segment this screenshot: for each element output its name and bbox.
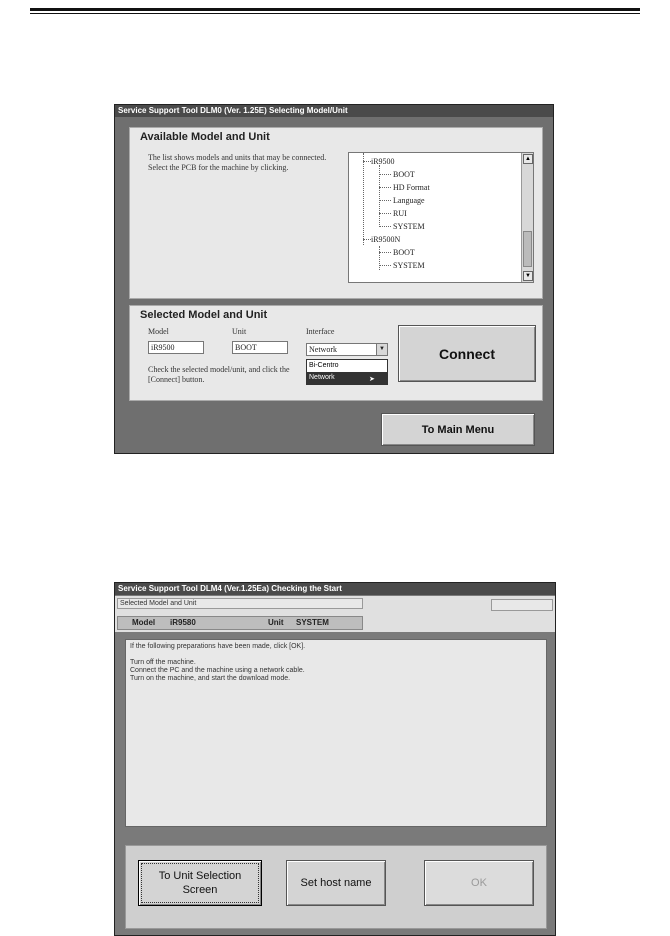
interface-dropdown-list bbox=[306, 359, 388, 385]
message-line: Turn off the machine. bbox=[130, 659, 196, 666]
message-line: Connect the PC and the machine using a network cable. bbox=[130, 667, 305, 674]
select-model-window bbox=[114, 104, 554, 454]
set-host-name-button[interactable]: Set host name bbox=[286, 860, 386, 906]
tree-node-unit[interactable]: Language bbox=[379, 196, 425, 205]
model-label: Model bbox=[132, 618, 156, 627]
model-field[interactable]: iR9500 bbox=[148, 341, 204, 354]
model-value: iR9580 bbox=[170, 618, 196, 627]
tree-node-model[interactable]: iR9500N bbox=[363, 235, 400, 244]
tree-node-unit[interactable]: HD Format bbox=[379, 183, 430, 192]
scroll-thumb[interactable] bbox=[523, 231, 532, 267]
instructions-box bbox=[125, 639, 547, 827]
interface-option-network[interactable]: Network ➤ bbox=[307, 372, 387, 384]
selected-heading: Selected Model and Unit bbox=[140, 309, 268, 321]
button-panel bbox=[125, 845, 547, 929]
model-label: Model bbox=[148, 327, 169, 336]
scroll-up-icon[interactable]: ▲ bbox=[523, 154, 533, 164]
status-indicator bbox=[491, 599, 553, 611]
unit-value: SYSTEM bbox=[296, 618, 329, 627]
model-unit-tree[interactable] bbox=[348, 152, 534, 283]
tree-node-unit[interactable]: BOOT bbox=[379, 170, 415, 179]
available-model-panel bbox=[129, 127, 543, 299]
unit-label: Unit bbox=[232, 327, 247, 336]
unit-field[interactable]: BOOT bbox=[232, 341, 288, 354]
to-unit-selection-button[interactable]: To Unit Selection Screen bbox=[138, 860, 262, 906]
available-heading: Available Model and Unit bbox=[140, 131, 270, 143]
available-description: The list shows models and units that may be connected. Select the PCB for the machine by clicking. bbox=[148, 153, 327, 172]
checking-start-window bbox=[114, 582, 556, 936]
tree-node-unit[interactable]: RUI bbox=[379, 209, 407, 218]
window-title: Service Support Tool DLM0 (Ver. 1.25E) Selecting Model/Unit bbox=[115, 105, 553, 117]
to-main-menu-button[interactable]: To Main Menu bbox=[381, 413, 535, 446]
chevron-down-icon[interactable]: ▼ bbox=[376, 344, 387, 355]
page-rule-thick bbox=[30, 8, 640, 11]
window-title: Service Support Tool DLM4 (Ver.1.25Ea) Checking the Start bbox=[115, 583, 555, 595]
selected-model-panel bbox=[129, 305, 543, 401]
message-line bbox=[130, 651, 542, 659]
tree-scrollbar[interactable] bbox=[521, 153, 533, 282]
interface-option-bicentro[interactable]: Bi-Centro bbox=[309, 362, 339, 369]
connect-button[interactable]: Connect bbox=[398, 325, 536, 382]
interface-select[interactable]: Network ▼ bbox=[306, 343, 388, 356]
selected-info-strip bbox=[115, 596, 555, 632]
selected-model-label: Selected Model and Unit bbox=[117, 598, 363, 609]
tree-node-unit[interactable]: SYSTEM bbox=[379, 222, 425, 231]
unit-label: Unit bbox=[268, 618, 284, 627]
page-rule-thin bbox=[30, 13, 640, 14]
ok-button[interactable]: OK bbox=[424, 860, 534, 906]
tree-node-unit[interactable]: BOOT bbox=[379, 248, 415, 257]
tree-line bbox=[363, 153, 364, 245]
model-unit-row bbox=[117, 616, 363, 630]
message-line: If the following preparations have been made, click [OK]. bbox=[130, 643, 306, 650]
cursor-pointer-icon: ➤ bbox=[369, 376, 375, 383]
scroll-down-icon[interactable]: ▼ bbox=[523, 271, 533, 281]
interface-label: Interface bbox=[306, 327, 335, 336]
message-line: Turn on the machine, and start the download mode. bbox=[130, 675, 291, 682]
check-instruction: Check the selected model/unit, and click the [Connect] button. bbox=[148, 365, 290, 384]
tree-node-unit[interactable]: SYSTEM bbox=[379, 261, 425, 270]
tree-node-model[interactable]: iR9500 bbox=[363, 157, 395, 166]
